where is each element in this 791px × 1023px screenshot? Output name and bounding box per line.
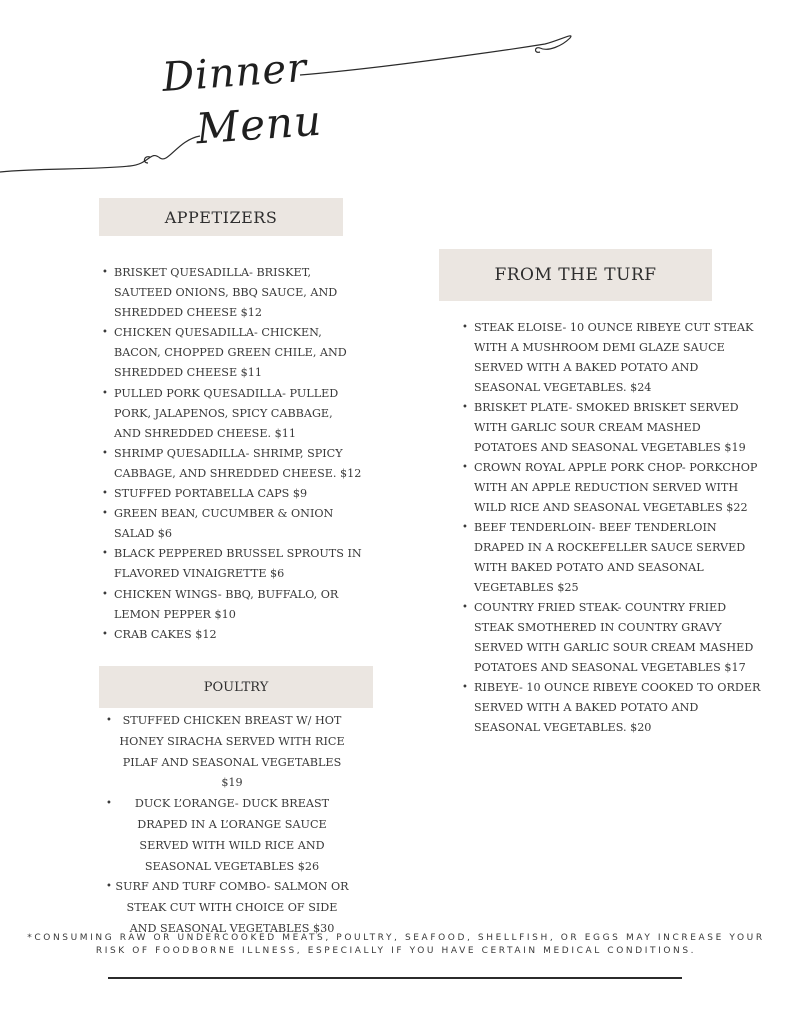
list-item: • COUNTRY FRIED STEAK- COUNTRY FRIED STEAK SMOTHERED IN COUNTRY GRAVY SERVED WITH GARLIC SOUR CREAM MASHED POTATOES AND SEASONAL VEGETABLES $17 [474, 598, 764, 678]
food-safety-disclaimer: *CONSUMING RAW OR UNDERCOOKED MEATS, POULTRY, SEAFOOD, SHELLFISH, OR EGGS MAY INCREASE YOUR RISK OF FOODBORNE ILLNESS, ESPECIALLY IF YOU HAVE CERTAIN MEDICAL CONDITIONS. [27, 933, 765, 956]
list-item: • BLACK PEPPERED BRUSSEL SPROUTS IN FLAVORED VINAIGRETTE $6 [114, 544, 362, 584]
footer-divider [108, 977, 682, 979]
section-heading-from-the-turf: FROM THE TURF [439, 249, 712, 301]
poultry-list [112, 711, 352, 940]
list-item: • GREEN BEAN, CUCUMBER & ONION SALAD $6 [114, 504, 362, 544]
list-item: • STEAK ELOISE- 10 OUNCE RIBEYE CUT STEAK WITH A MUSHROOM DEMI GLAZE SAUCE SERVED WITH A BAKED POTATO AND SEASONAL VEGETABLES. $24 [474, 318, 764, 398]
list-item: • STUFFED CHICKEN BREAST W/ HOT HONEY SIRACHA SERVED WITH RICE PILAF AND SEASONAL VEGETABLES $19 [112, 711, 352, 794]
list-item: • SURF AND TURF COMBO- SALMON OR STEAK CUT WITH CHOICE OF SIDE AND SEASONAL VEGETABLES $30 [112, 877, 352, 939]
section-heading-poultry: POULTRY [99, 666, 373, 708]
list-item: • PULLED PORK QUESADILLA- PULLED PORK, JALAPENOS, SPICY CABBAGE, AND SHREDDED CHEESE. $11 [114, 384, 362, 444]
from-the-turf-list [474, 318, 764, 738]
list-item: • CRAB CAKES $12 [114, 625, 362, 645]
section-heading-appetizers: APPETIZERS [99, 198, 343, 236]
appetizers-list [114, 263, 362, 645]
list-item: • CROWN ROYAL APPLE PORK CHOP- PORKCHOP WITH AN APPLE REDUCTION SERVED WITH WILD RICE AND SEASONAL VEGETABLES $22 [474, 458, 764, 518]
decorative-swirl [0, 0, 791, 200]
list-item: • CHICKEN QUESADILLA- CHICKEN, BACON, CHOPPED GREEN CHILE, AND SHREDDED CHEESE $11 [114, 323, 362, 383]
title-menu: Menu [194, 95, 324, 154]
list-item: • BRISKET PLATE- SMOKED BRISKET SERVED WITH GARLIC SOUR CREAM MASHED POTATOES AND SEASONAL VEGETABLES $19 [474, 398, 764, 458]
title-dinner: Dinner [160, 44, 309, 102]
list-item: • DUCK L’ORANGE- DUCK BREAST DRAPED IN A L’ORANGE SAUCE SERVED WITH WILD RICE AND SEASONAL VEGETABLES $26 [112, 794, 352, 877]
list-item: • BRISKET QUESADILLA- BRISKET, SAUTEED ONIONS, BBQ SAUCE, AND SHREDDED CHEESE $12 [114, 263, 362, 323]
list-item: • SHRIMP QUESADILLA- SHRIMP, SPICY CABBAGE, AND SHREDDED CHEESE. $12 [114, 444, 362, 484]
list-item: • RIBEYE- 10 OUNCE RIBEYE COOKED TO ORDER SERVED WITH A BAKED POTATO AND SEASONAL VEGETABLES. $20 [474, 678, 764, 738]
list-item: • STUFFED PORTABELLA CAPS $9 [114, 484, 362, 504]
list-item: • CHICKEN WINGS- BBQ, BUFFALO, OR LEMON PEPPER $10 [114, 585, 362, 625]
list-item: • BEEF TENDERLOIN- BEEF TENDERLOIN DRAPED IN A ROCKEFELLER SAUCE SERVED WITH BAKED POTATO AND SEASONAL VEGETABLES $25 [474, 518, 764, 598]
